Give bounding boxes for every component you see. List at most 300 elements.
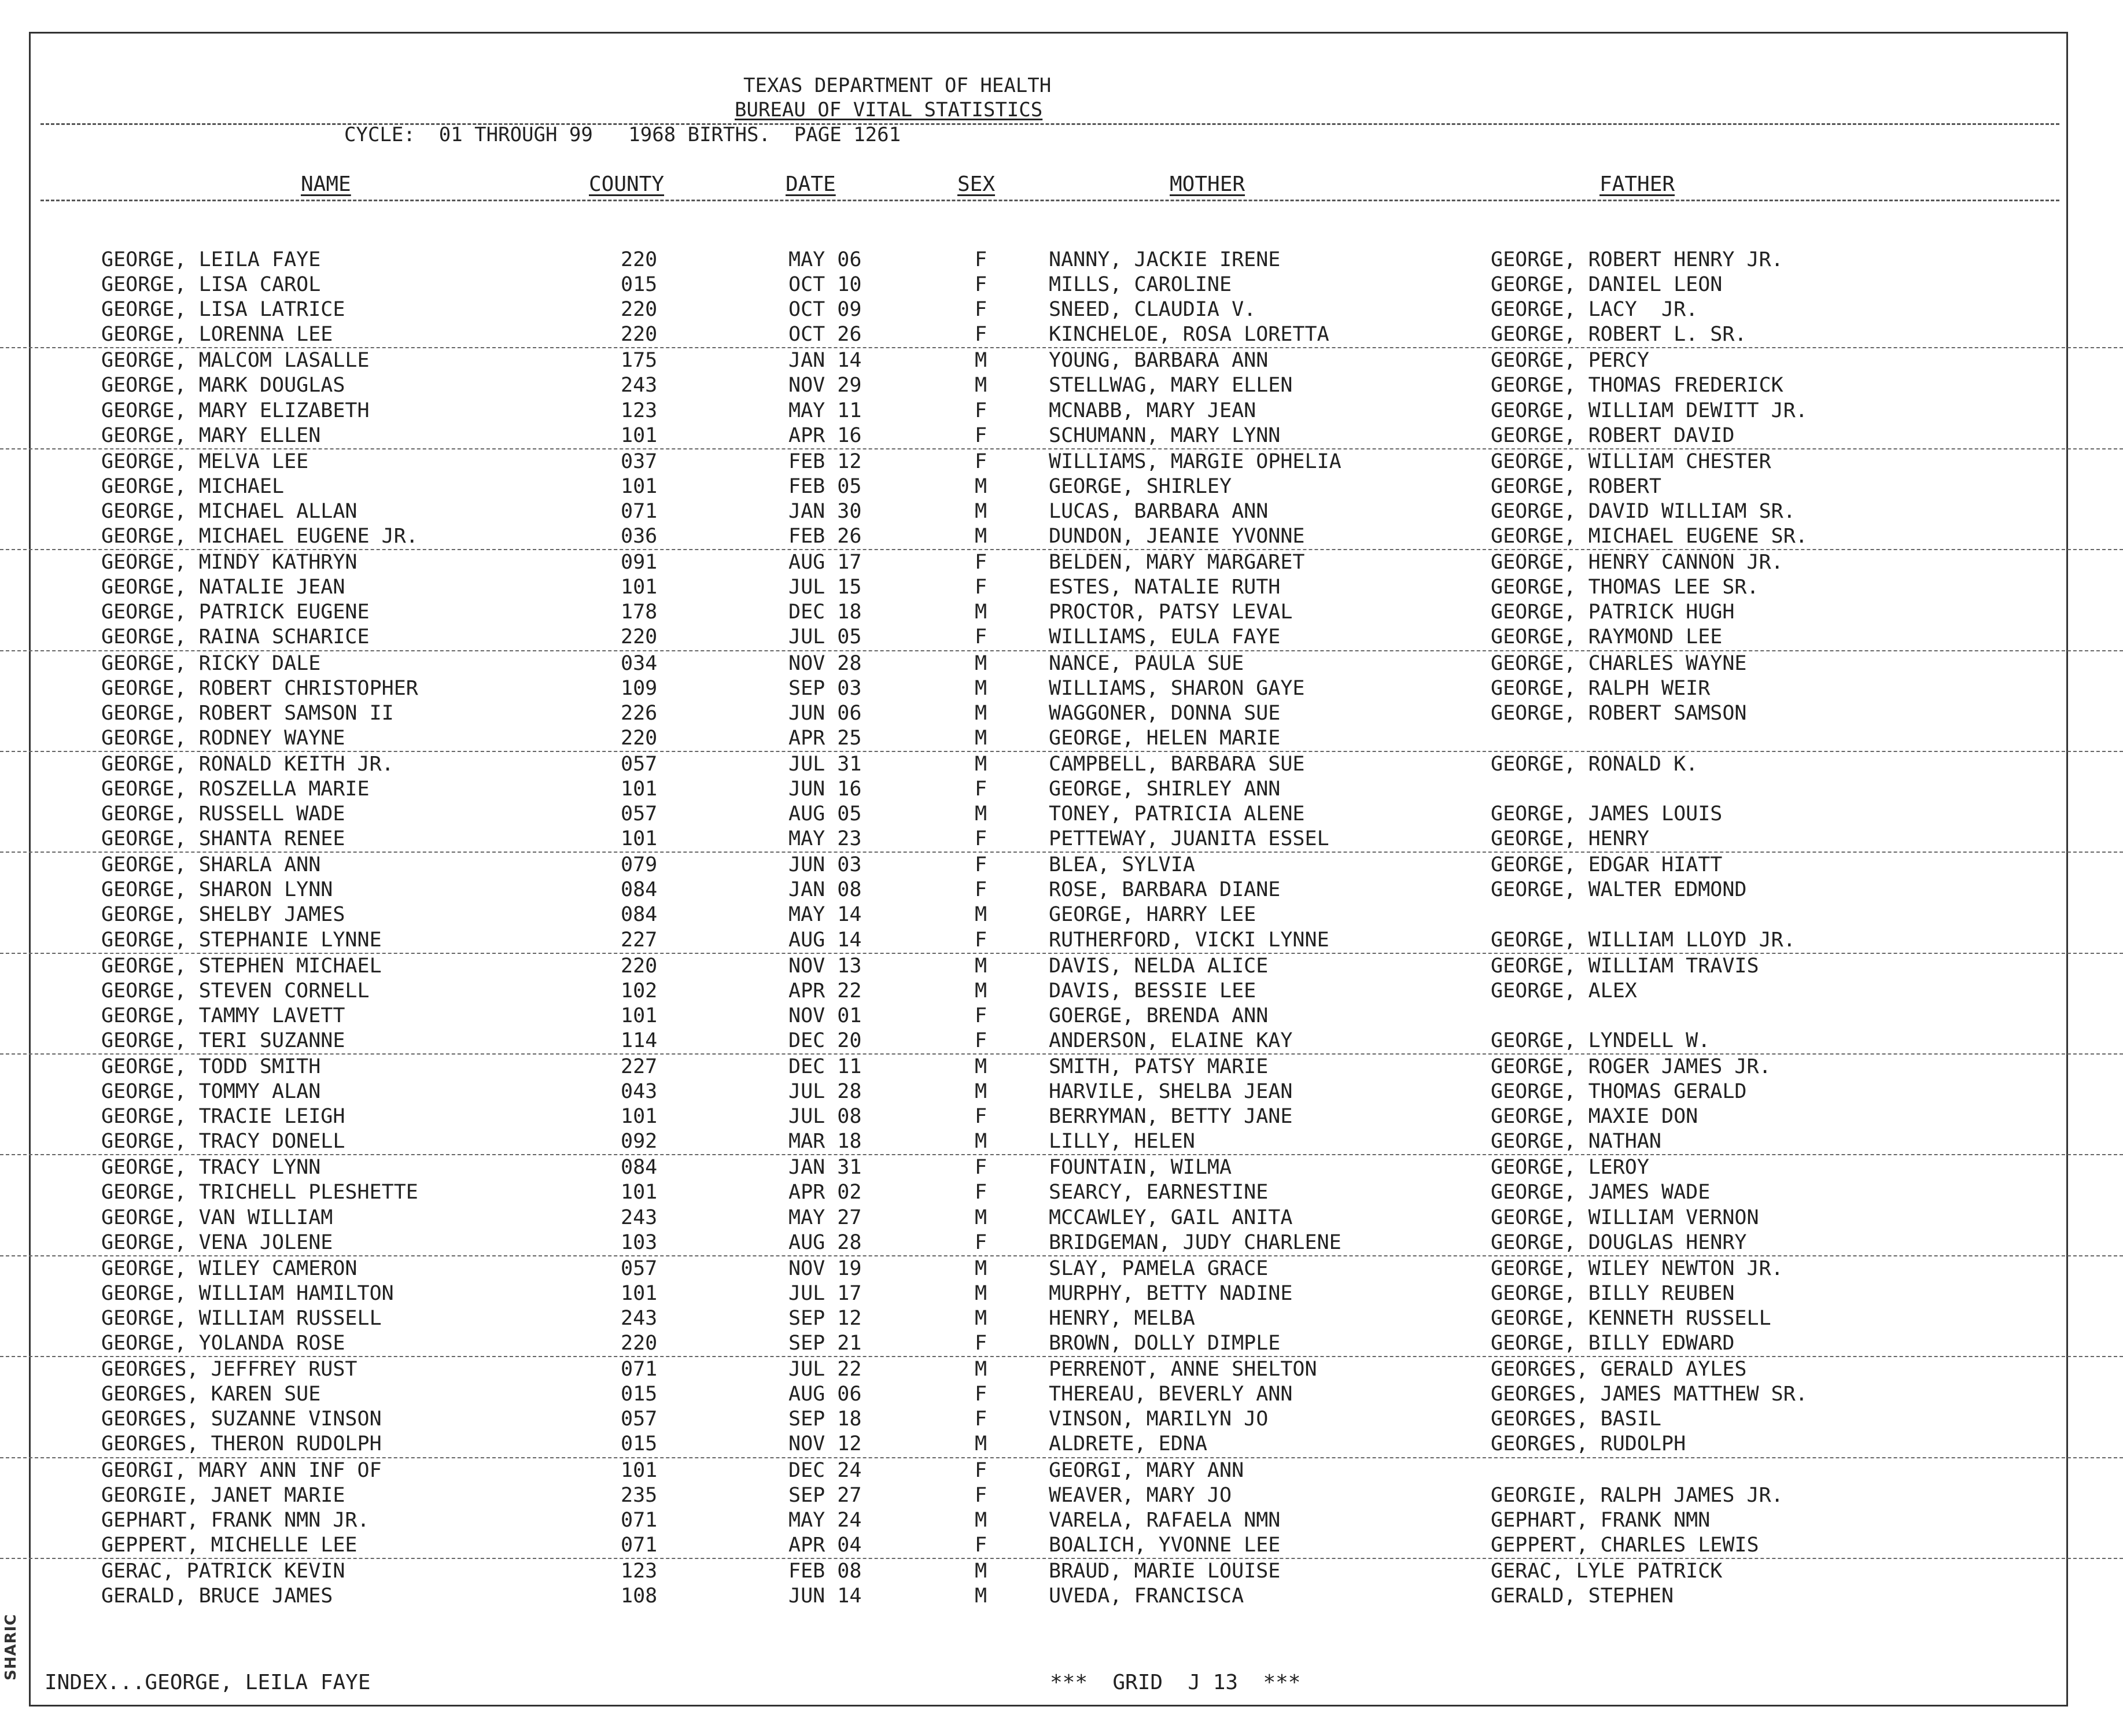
table-row: [0, 827, 2123, 853]
record-name: GEORGE, WILLIAM RUSSELL: [101, 1306, 382, 1330]
record-father: GEPHART, FRANK NMN: [1491, 1508, 1711, 1532]
record-county: 103: [621, 1230, 658, 1254]
record-father: GEORGE, WILLIAM LLOYD JR.: [1491, 928, 1796, 952]
record-sex: F: [975, 273, 987, 297]
record-father: GEORGE, WILLIAM CHESTER: [1491, 449, 1771, 473]
table-row: [0, 499, 2123, 524]
record-mother: ESTES, NATALIE RUTH: [1049, 576, 1281, 599]
record-sex: M: [975, 1130, 987, 1153]
record-county: 015: [621, 273, 658, 297]
record-county: 220: [621, 298, 658, 322]
record-sex: M: [975, 752, 987, 776]
record-father: GEORGE, HENRY CANNON JR.: [1491, 551, 1783, 574]
record-mother: RUTHERFORD, VICKI LYNNE: [1049, 928, 1329, 952]
record-mother: BELDEN, MARY MARGARET: [1049, 551, 1305, 574]
record-father: GEORGE, LEROY: [1491, 1156, 1649, 1180]
record-mother: LILLY, HELEN: [1049, 1130, 1195, 1153]
record-county: 101: [621, 827, 658, 851]
record-father: GEORGE, ROBERT L. SR.: [1491, 323, 1747, 347]
record-sex: M: [975, 954, 987, 978]
table-row: [0, 322, 2123, 348]
record-name: GEORGE, MARY ELIZABETH: [101, 399, 370, 422]
header-separator: [40, 123, 2059, 125]
table-row: [0, 550, 2123, 575]
record-county: 101: [621, 1105, 658, 1129]
table-row: [0, 1508, 2123, 1533]
record-county: 071: [621, 499, 658, 523]
record-date: JAN 14: [788, 349, 862, 373]
record-county: 015: [621, 1383, 658, 1406]
record-name: GEORGE, MELVA LEE: [101, 449, 309, 473]
record-sex: F: [975, 323, 987, 347]
record-name: GEORGE, VENA JOLENE: [101, 1230, 333, 1254]
record-name: GEORGE, WILEY CAMERON: [101, 1256, 357, 1280]
record-county: 175: [621, 349, 658, 373]
record-mother: PERRENOT, ANNE SHELTON: [1049, 1358, 1317, 1381]
record-date: APR 25: [788, 726, 862, 750]
record-mother: HENRY, MELBA: [1049, 1306, 1195, 1330]
record-mother: VINSON, MARILYN JO: [1049, 1407, 1269, 1431]
record-mother: BLEA, SYLVIA: [1049, 853, 1195, 877]
record-mother: SEARCY, EARNESTINE: [1049, 1181, 1269, 1204]
record-mother: MILLS, CAROLINE: [1049, 273, 1232, 297]
record-name: GEORGE, TODD SMITH: [101, 1055, 321, 1078]
record-date: NOV 28: [788, 651, 862, 675]
record-date: MAY 24: [788, 1508, 862, 1532]
table-row: [0, 1079, 2123, 1104]
record-sex: F: [975, 248, 987, 271]
table-row: [0, 902, 2123, 927]
footer-grid: *** GRID J 13 ***: [1050, 1671, 1301, 1694]
record-sex: M: [975, 979, 987, 1002]
record-date: DEC 18: [788, 600, 862, 624]
record-date: DEC 20: [788, 1029, 862, 1052]
record-father: GEORGE, THOMAS GERALD: [1491, 1080, 1747, 1104]
record-sex: M: [975, 1055, 987, 1078]
record-date: MAR 18: [788, 1130, 862, 1153]
record-father: GEORGE, ROBERT HENRY JR.: [1491, 248, 1783, 271]
table-row: [0, 1206, 2123, 1230]
record-name: GEORGE, TERI SUZANNE: [101, 1029, 345, 1052]
record-sex: F: [975, 853, 987, 877]
record-county: 084: [621, 1156, 658, 1180]
record-date: APR 22: [788, 979, 862, 1002]
record-sex: M: [975, 903, 987, 927]
record-father: GEORGE, DAVID WILLIAM SR.: [1491, 499, 1796, 523]
record-sex: F: [975, 878, 987, 902]
record-date: FEB 12: [788, 449, 862, 473]
record-date: OCT 10: [788, 273, 862, 297]
record-mother: ANDERSON, ELAINE KAY: [1049, 1029, 1293, 1052]
record-father: GEORGE, ROBERT SAMSON: [1491, 701, 1747, 725]
record-mother: CAMPBELL, BARBARA SUE: [1049, 752, 1305, 776]
record-sex: F: [975, 399, 987, 422]
record-county: 057: [621, 752, 658, 776]
record-name: GEORGE, WILLIAM HAMILTON: [101, 1281, 394, 1305]
record-name: GEPPERT, MICHELLE LEE: [101, 1533, 357, 1557]
record-sex: M: [975, 1281, 987, 1305]
record-mother: GEORGI, MARY ANN: [1049, 1458, 1244, 1482]
record-date: JUL 08: [788, 1105, 862, 1129]
footer-index: INDEX...GEORGE, LEILA FAYE: [45, 1671, 371, 1694]
record-sex: M: [975, 1584, 987, 1608]
record-sex: M: [975, 1508, 987, 1532]
record-date: JUN 03: [788, 853, 862, 877]
record-name: GERALD, BRUCE JAMES: [101, 1584, 333, 1608]
record-date: JUL 05: [788, 625, 862, 649]
record-name: GEORGE, RUSSELL WADE: [101, 802, 345, 826]
record-date: MAY 06: [788, 248, 862, 271]
record-mother: DAVIS, BESSIE LEE: [1049, 979, 1256, 1002]
record-county: 114: [621, 1029, 658, 1052]
record-county: 109: [621, 676, 658, 700]
record-mother: BRAUD, MARIE LOUISE: [1049, 1559, 1281, 1583]
record-sex: M: [975, 374, 987, 397]
record-county: 220: [621, 625, 658, 649]
record-county: 220: [621, 954, 658, 978]
record-sex: M: [975, 802, 987, 826]
record-county: 220: [621, 248, 658, 271]
bureau-title: BUREAU OF VITAL STATISTICS: [735, 98, 1043, 121]
record-sex: F: [975, 777, 987, 801]
record-name: GEORGE, ROSZELLA MARIE: [101, 777, 370, 801]
record-sex: F: [975, 1004, 987, 1027]
record-date: NOV 12: [788, 1432, 862, 1456]
record-sex: F: [975, 827, 987, 851]
record-sex: F: [975, 1230, 987, 1254]
record-name: GEORGE, LISA LATRICE: [101, 298, 345, 322]
record-date: FEB 26: [788, 525, 862, 548]
record-mother: NANNY, JACKIE IRENE: [1049, 248, 1281, 271]
column-header-sex: SEX: [957, 172, 996, 196]
record-county: 101: [621, 1458, 658, 1482]
record-date: MAY 27: [788, 1206, 862, 1229]
record-mother: TONEY, PATRICIA ALENE: [1049, 802, 1305, 826]
table-row: [0, 979, 2123, 1004]
record-county: 092: [621, 1130, 658, 1153]
record-name: GEORGIE, JANET MARIE: [101, 1483, 345, 1507]
record-mother: YOUNG, BARBARA ANN: [1049, 349, 1269, 373]
record-mother: PROCTOR, PATSY LEVAL: [1049, 600, 1293, 624]
table-row: [0, 1382, 2123, 1407]
record-father: GEORGE, LYNDELL W.: [1491, 1029, 1711, 1052]
record-sex: M: [975, 1559, 987, 1583]
record-date: FEB 05: [788, 474, 862, 498]
record-name: GEPHART, FRANK NMN JR.: [101, 1508, 370, 1532]
record-county: 178: [621, 600, 658, 624]
record-county: 015: [621, 1432, 658, 1456]
record-county: 037: [621, 449, 658, 473]
record-name: GEORGE, SHANTA RENEE: [101, 827, 345, 851]
record-sex: M: [975, 349, 987, 373]
record-name: GERAC, PATRICK KEVIN: [101, 1559, 345, 1583]
record-sex: F: [975, 551, 987, 574]
table-row: [0, 524, 2123, 550]
table-row: [0, 1155, 2123, 1180]
record-sex: F: [975, 928, 987, 952]
record-mother: SNEED, CLAUDIA V.: [1049, 298, 1256, 322]
record-father: GEORGE, BILLY REUBEN: [1491, 1281, 1735, 1305]
record-name: GEORGE, TOMMY ALAN: [101, 1080, 321, 1104]
record-county: 071: [621, 1508, 658, 1532]
record-county: 101: [621, 1004, 658, 1027]
record-father: GEORGE, KENNETH RUSSELL: [1491, 1306, 1771, 1330]
record-county: 084: [621, 903, 658, 927]
record-name: GEORGE, SHARLA ANN: [101, 853, 321, 877]
record-name: GEORGE, MICHAEL: [101, 474, 285, 498]
record-name: GEORGE, VAN WILLIAM: [101, 1206, 333, 1229]
table-row: [0, 726, 2123, 752]
record-sex: F: [975, 576, 987, 599]
record-sex: F: [975, 1458, 987, 1482]
record-date: OCT 09: [788, 298, 862, 322]
record-date: APR 04: [788, 1533, 862, 1557]
record-father: GEORGE, WILLIAM VERNON: [1491, 1206, 1759, 1229]
table-row: [0, 297, 2123, 322]
record-sex: M: [975, 701, 987, 725]
table-row: [0, 1458, 2123, 1483]
record-name: GEORGE, MINDY KATHRYN: [101, 551, 357, 574]
record-mother: KINCHELOE, ROSA LORETTA: [1049, 323, 1329, 347]
record-mother: UVEDA, FRANCISCA: [1049, 1584, 1244, 1608]
record-mother: GOERGE, BRENDA ANN: [1049, 1004, 1269, 1027]
record-sex: F: [975, 1332, 987, 1355]
record-county: 043: [621, 1080, 658, 1104]
record-name: GEORGE, TRACY DONELL: [101, 1130, 345, 1153]
record-sex: M: [975, 499, 987, 523]
record-county: 123: [621, 1559, 658, 1583]
record-name: GEORGE, MICHAEL EUGENE JR.: [101, 525, 418, 548]
table-row: [0, 348, 2123, 373]
record-date: JUL 15: [788, 576, 862, 599]
record-date: APR 16: [788, 423, 862, 447]
record-name: GEORGES, THERON RUDOLPH: [101, 1432, 382, 1456]
column-header-mother: MOTHER: [1170, 172, 1245, 196]
record-county: 036: [621, 525, 658, 548]
table-row: [0, 802, 2123, 827]
table-row: [0, 752, 2123, 777]
record-county: 091: [621, 551, 658, 574]
record-father: GEORGE, WILLIAM TRAVIS: [1491, 954, 1759, 978]
table-row: [0, 272, 2123, 297]
record-mother: GEORGE, HELEN MARIE: [1049, 726, 1281, 750]
record-mother: GEORGE, SHIRLEY ANN: [1049, 777, 1281, 801]
record-county: 057: [621, 1256, 658, 1280]
table-row: [0, 449, 2123, 474]
record-mother: STELLWAG, MARY ELLEN: [1049, 374, 1293, 397]
record-mother: GEORGE, HARRY LEE: [1049, 903, 1256, 927]
record-date: JAN 30: [788, 499, 862, 523]
record-name: GEORGI, MARY ANN INF OF: [101, 1458, 382, 1482]
record-mother: WAGGONER, DONNA SUE: [1049, 701, 1281, 725]
record-mother: ROSE, BARBARA DIANE: [1049, 878, 1281, 902]
record-sex: M: [975, 1358, 987, 1381]
record-date: JUL 22: [788, 1358, 862, 1381]
record-name: GEORGE, MARK DOUGLAS: [101, 374, 345, 397]
record-name: GEORGE, YOLANDA ROSE: [101, 1332, 345, 1355]
record-sex: M: [975, 676, 987, 700]
table-row: [0, 928, 2123, 954]
record-sex: F: [975, 625, 987, 649]
record-mother: WILLIAMS, EULA FAYE: [1049, 625, 1281, 649]
record-father: GEORGE, WILLIAM DEWITT JR.: [1491, 399, 1808, 422]
record-date: JUN 16: [788, 777, 862, 801]
record-father: GEORGE, BILLY EDWARD: [1491, 1332, 1735, 1355]
table-row: [0, 625, 2123, 651]
record-county: 123: [621, 399, 658, 422]
record-name: GEORGES, KAREN SUE: [101, 1383, 321, 1406]
record-county: 226: [621, 701, 658, 725]
record-father: GEORGE, LACY JR.: [1491, 298, 1698, 322]
record-county: 079: [621, 853, 658, 877]
record-county: 071: [621, 1533, 658, 1557]
record-mother: MCNABB, MARY JEAN: [1049, 399, 1256, 422]
table-row: [0, 373, 2123, 398]
record-date: NOV 13: [788, 954, 862, 978]
table-row: [0, 1029, 2123, 1055]
column-header-date: DATE: [786, 172, 836, 196]
record-name: GEORGE, STEPHANIE LYNNE: [101, 928, 382, 952]
table-row: [0, 600, 2123, 625]
table-row: [0, 853, 2123, 878]
table-row: [0, 1559, 2123, 1584]
record-mother: NANCE, PAULA SUE: [1049, 651, 1244, 675]
record-mother: BOALICH, YVONNE LEE: [1049, 1533, 1281, 1557]
record-mother: SLAY, PAMELA GRACE: [1049, 1256, 1269, 1280]
record-county: 101: [621, 1281, 658, 1305]
table-row: [0, 1306, 2123, 1331]
department-title: TEXAS DEPARTMENT OF HEALTH: [743, 74, 1052, 97]
record-name: GEORGE, SHARON LYNN: [101, 878, 333, 902]
table-row: [0, 1129, 2123, 1155]
table-row: [0, 399, 2123, 423]
record-name: GEORGE, SHELBY JAMES: [101, 903, 345, 927]
record-sex: M: [975, 1306, 987, 1330]
record-father: GEORGE, EDGAR HIATT: [1491, 853, 1723, 877]
record-county: 101: [621, 474, 658, 498]
record-father: GEORGE, JAMES WADE: [1491, 1181, 1711, 1204]
record-father: GEORGE, PATRICK HUGH: [1491, 600, 1735, 624]
record-name: GEORGE, ROBERT CHRISTOPHER: [101, 676, 418, 700]
record-mother: ALDRETE, EDNA: [1049, 1432, 1207, 1456]
record-date: AUG 28: [788, 1230, 862, 1254]
record-county: 102: [621, 979, 658, 1002]
record-county: 243: [621, 1206, 658, 1229]
record-name: GEORGE, STEVEN CORNELL: [101, 979, 370, 1002]
table-row: [0, 777, 2123, 802]
table-row: [0, 1180, 2123, 1205]
record-county: 057: [621, 1407, 658, 1431]
record-mother: BERRYMAN, BETTY JANE: [1049, 1105, 1293, 1129]
record-mother: PETTEWAY, JUANITA ESSEL: [1049, 827, 1329, 851]
record-father: GEORGE, JAMES LOUIS: [1491, 802, 1723, 826]
record-father: GEORGE, RALPH WEIR: [1491, 676, 1711, 700]
record-sex: F: [975, 449, 987, 473]
record-date: JUN 14: [788, 1584, 862, 1608]
record-father: GEORGE, DANIEL LEON: [1491, 273, 1723, 297]
record-name: GEORGE, ROBERT SAMSON II: [101, 701, 394, 725]
table-row: [0, 1004, 2123, 1029]
record-father: GEORGE, RAYMOND LEE: [1491, 625, 1723, 649]
record-date: JUL 17: [788, 1281, 862, 1305]
record-name: GEORGE, MICHAEL ALLAN: [101, 499, 357, 523]
record-date: OCT 26: [788, 323, 862, 347]
table-row: [0, 1256, 2123, 1281]
table-row: [0, 474, 2123, 499]
record-name: GEORGE, TAMMY LAVETT: [101, 1004, 345, 1027]
record-sex: F: [975, 1181, 987, 1204]
record-sex: M: [975, 525, 987, 548]
record-county: 227: [621, 928, 658, 952]
record-name: GEORGE, LISA CAROL: [101, 273, 321, 297]
table-row: [0, 1230, 2123, 1256]
record-date: NOV 19: [788, 1256, 862, 1280]
record-sex: M: [975, 726, 987, 750]
record-county: 057: [621, 802, 658, 826]
record-father: GEORGE, DOUGLAS HENRY: [1491, 1230, 1747, 1254]
record-county: 071: [621, 1358, 658, 1381]
record-county: 101: [621, 1181, 658, 1204]
record-name: GEORGES, SUZANNE VINSON: [101, 1407, 382, 1431]
record-name: GEORGE, RAINA SCHARICE: [101, 625, 370, 649]
record-name: GEORGE, STEPHEN MICHAEL: [101, 954, 382, 978]
record-name: GEORGE, RICKY DALE: [101, 651, 321, 675]
record-county: 220: [621, 726, 658, 750]
record-date: DEC 24: [788, 1458, 862, 1482]
record-name: GEORGE, RONALD KEITH JR.: [101, 752, 394, 776]
record-father: GEORGE, WILEY NEWTON JR.: [1491, 1256, 1783, 1280]
record-father: GEORGE, MICHAEL EUGENE SR.: [1491, 525, 1808, 548]
table-row: [0, 575, 2123, 600]
record-county: 108: [621, 1584, 658, 1608]
table-row: [0, 1331, 2123, 1357]
cycle-line: CYCLE: 01 THROUGH 99 1968 BIRTHS. PAGE 1261: [344, 123, 901, 146]
record-mother: BROWN, DOLLY DIMPLE: [1049, 1332, 1281, 1355]
record-date: JAN 08: [788, 878, 862, 902]
table-row: [0, 1055, 2123, 1079]
record-sex: M: [975, 1432, 987, 1456]
record-mother: HARVILE, SHELBA JEAN: [1049, 1080, 1293, 1104]
record-sex: F: [975, 1383, 987, 1406]
record-mother: THEREAU, BEVERLY ANN: [1049, 1383, 1293, 1406]
record-sex: F: [975, 1156, 987, 1180]
record-sex: F: [975, 423, 987, 447]
record-date: NOV 29: [788, 374, 862, 397]
record-name: GEORGE, LEILA FAYE: [101, 248, 321, 271]
record-date: JAN 31: [788, 1156, 862, 1180]
record-father: GEORGIE, RALPH JAMES JR.: [1491, 1483, 1783, 1507]
table-row: [0, 1584, 2123, 1609]
table-row: [0, 1104, 2123, 1129]
record-date: JUN 06: [788, 701, 862, 725]
record-name: GEORGE, TRACIE LEIGH: [101, 1105, 345, 1129]
record-father: GEORGES, GERALD AYLES: [1491, 1358, 1747, 1381]
table-row: [0, 423, 2123, 449]
record-father: GEORGE, ROBERT: [1491, 474, 1662, 498]
record-father: GEORGE, ALEX: [1491, 979, 1637, 1002]
table-row: [0, 701, 2123, 726]
record-mother: WILLIAMS, MARGIE OPHELIA: [1049, 449, 1341, 473]
table-row: [0, 954, 2123, 979]
record-sex: M: [975, 1206, 987, 1229]
table-row: [0, 1533, 2123, 1559]
record-father: GEORGE, ROGER JAMES JR.: [1491, 1055, 1771, 1078]
record-date: SEP 27: [788, 1483, 862, 1507]
record-sex: F: [975, 1029, 987, 1052]
record-county: 220: [621, 1332, 658, 1355]
record-name: GEORGE, LORENNA LEE: [101, 323, 333, 347]
record-father: GEORGE, WALTER EDMOND: [1491, 878, 1747, 902]
